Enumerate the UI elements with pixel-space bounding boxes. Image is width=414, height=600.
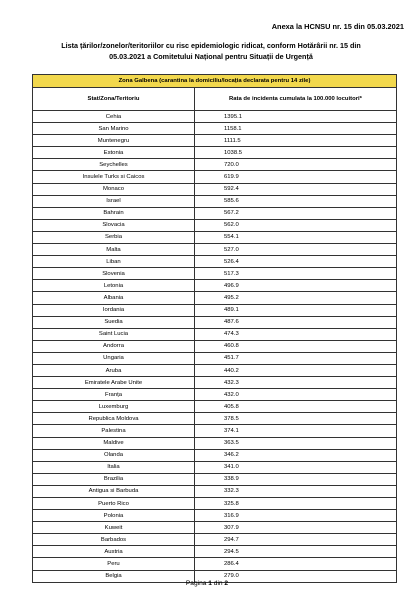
- heading-line-2: 05.03.2021 a Comitetului Național pentru Situații de Urgență: [109, 52, 313, 61]
- rate-cell: 489.1: [195, 304, 397, 316]
- country-cell: Brazilia: [33, 473, 195, 485]
- table-row: [33, 280, 397, 292]
- rate-cell: 332.3: [195, 485, 397, 497]
- rate-cell: 585.6: [195, 195, 397, 207]
- table-row: [33, 510, 397, 522]
- table-row: [33, 231, 397, 243]
- heading-line-1: Lista țărilor/zonelor/teritoriilor cu risc epidemiologic ridicat, conform Hotărârii nr. 15 din: [61, 41, 361, 50]
- table-row: [33, 244, 397, 256]
- table-row: [33, 413, 397, 425]
- country-cell: Belgia: [33, 570, 195, 582]
- rate-cell: 294.7: [195, 534, 397, 546]
- table-row: [33, 498, 397, 510]
- country-cell: Polonia: [33, 510, 195, 522]
- rate-cell: 487.6: [195, 316, 397, 328]
- country-cell: Insulele Turks si Caicos: [33, 171, 195, 183]
- table-row: [33, 304, 397, 316]
- rate-cell: 554.1: [195, 231, 397, 243]
- footer-prefix: Pagina: [185, 580, 209, 587]
- country-cell: Antigua si Barbuda: [33, 485, 195, 497]
- country-cell: Letonia: [33, 280, 195, 292]
- table-row: [33, 256, 397, 268]
- country-cell: Maldive: [33, 437, 195, 449]
- rate-cell: 405.8: [195, 401, 397, 413]
- rate-cell: 346.2: [195, 449, 397, 461]
- rate-cell: 338.9: [195, 473, 397, 485]
- rate-cell: 1038.5: [195, 147, 397, 159]
- rate-cell: 432.3: [195, 377, 397, 389]
- table-row: [33, 111, 397, 123]
- column-header-country: Stat/Zona/Teritoriu: [33, 88, 195, 111]
- rate-cell: 440.2: [195, 364, 397, 376]
- table-row: [33, 473, 397, 485]
- table-row: [33, 352, 397, 364]
- rate-cell: 341.0: [195, 461, 397, 473]
- rate-cell: 496.9: [195, 280, 397, 292]
- country-cell: Barbados: [33, 534, 195, 546]
- table-row: [33, 437, 397, 449]
- table-row: [33, 389, 397, 401]
- table-row: [33, 340, 397, 352]
- column-header-row: [33, 88, 397, 111]
- country-cell: Emiratele Arabe Unite: [33, 377, 195, 389]
- table-row: [33, 558, 397, 570]
- country-cell: Aruba: [33, 364, 195, 376]
- column-header-rate: Rata de incidenta cumulata la 100.000 locuitori*: [195, 88, 397, 111]
- country-cell: San Marino: [33, 123, 195, 135]
- rate-cell: 363.5: [195, 437, 397, 449]
- rate-cell: 451.7: [195, 352, 397, 364]
- rate-cell: 325.8: [195, 498, 397, 510]
- table-row: [33, 207, 397, 219]
- country-cell: Italia: [33, 461, 195, 473]
- rate-cell: 517.3: [195, 268, 397, 280]
- rate-cell: 619.9: [195, 171, 397, 183]
- annex-reference: Anexa la HCNSU nr. 15 din 05.03.2021: [271, 22, 404, 31]
- table-row: [33, 123, 397, 135]
- document-heading: [20, 40, 402, 62]
- rate-cell: 720.0: [195, 159, 397, 171]
- table-row: [33, 485, 397, 497]
- rate-cell: 592.4: [195, 183, 397, 195]
- country-cell: Bahrain: [33, 207, 195, 219]
- table-row: [33, 195, 397, 207]
- country-cell: Saint Lucia: [33, 328, 195, 340]
- country-cell: Austria: [33, 546, 195, 558]
- country-cell: Puerto Rico: [33, 498, 195, 510]
- zone-header-row: [33, 75, 397, 88]
- footer-page-total: 2: [224, 580, 229, 587]
- rate-cell: 294.5: [195, 546, 397, 558]
- table-row: [33, 328, 397, 340]
- table-row: [33, 449, 397, 461]
- rate-cell: 374.1: [195, 425, 397, 437]
- rate-cell: 1395.1: [195, 111, 397, 123]
- table-row: [33, 135, 397, 147]
- table-row: [33, 268, 397, 280]
- zone-label: Zona Galbena (carantina la domiciliu/locația declarata pentru 14 zile): [33, 75, 397, 88]
- table-row: [33, 461, 397, 473]
- country-cell: Iordania: [33, 304, 195, 316]
- country-cell: Franța: [33, 389, 195, 401]
- country-cell: Muntenegru: [33, 135, 195, 147]
- table-row: [33, 377, 397, 389]
- page-footer: [0, 580, 414, 587]
- footer-page-number: 1: [208, 580, 212, 587]
- country-cell: Palestina: [33, 425, 195, 437]
- table-row: [33, 522, 397, 534]
- table-row: [33, 171, 397, 183]
- table-row: [33, 159, 397, 171]
- rate-cell: 527.0: [195, 244, 397, 256]
- table-row: [33, 292, 397, 304]
- country-cell: Serbia: [33, 231, 195, 243]
- country-cell: Estonia: [33, 147, 195, 159]
- country-cell: Republica Moldova: [33, 413, 195, 425]
- rate-cell: 474.3: [195, 328, 397, 340]
- country-cell: Albania: [33, 292, 195, 304]
- risk-countries-table: [32, 74, 397, 583]
- rate-cell: 432.0: [195, 389, 397, 401]
- table-row: [33, 147, 397, 159]
- country-cell: Liban: [33, 256, 195, 268]
- rate-cell: 495.2: [195, 292, 397, 304]
- country-cell: Israel: [33, 195, 195, 207]
- rate-cell: 378.5: [195, 413, 397, 425]
- country-cell: Olanda: [33, 449, 195, 461]
- table-row: [33, 219, 397, 231]
- country-cell: Slovacia: [33, 219, 195, 231]
- country-cell: Kuweit: [33, 522, 195, 534]
- footer-mid: din: [211, 580, 225, 587]
- table-row: [33, 534, 397, 546]
- rate-cell: 567.2: [195, 207, 397, 219]
- table-row: [33, 183, 397, 195]
- rate-cell: 286.4: [195, 558, 397, 570]
- country-cell: Peru: [33, 558, 195, 570]
- rate-cell: 526.4: [195, 256, 397, 268]
- country-cell: Suedia: [33, 316, 195, 328]
- rate-cell: 316.9: [195, 510, 397, 522]
- country-cell: Cehia: [33, 111, 195, 123]
- table-row: [33, 546, 397, 558]
- country-cell: Ungaria: [33, 352, 195, 364]
- rate-cell: 307.9: [195, 522, 397, 534]
- country-cell: Luxemburg: [33, 401, 195, 413]
- country-cell: Andorra: [33, 340, 195, 352]
- rate-cell: 1111.5: [195, 135, 397, 147]
- table-row: [33, 364, 397, 376]
- table-row: [33, 425, 397, 437]
- country-cell: Monaco: [33, 183, 195, 195]
- rate-cell: 279.0: [195, 570, 397, 582]
- country-cell: Malta: [33, 244, 195, 256]
- table-row: [33, 401, 397, 413]
- rate-cell: 1158.1: [195, 123, 397, 135]
- rate-cell: 460.8: [195, 340, 397, 352]
- country-cell: Slovenia: [33, 268, 195, 280]
- country-cell: Seychelles: [33, 159, 195, 171]
- rate-cell: 562.0: [195, 219, 397, 231]
- table-row: [33, 316, 397, 328]
